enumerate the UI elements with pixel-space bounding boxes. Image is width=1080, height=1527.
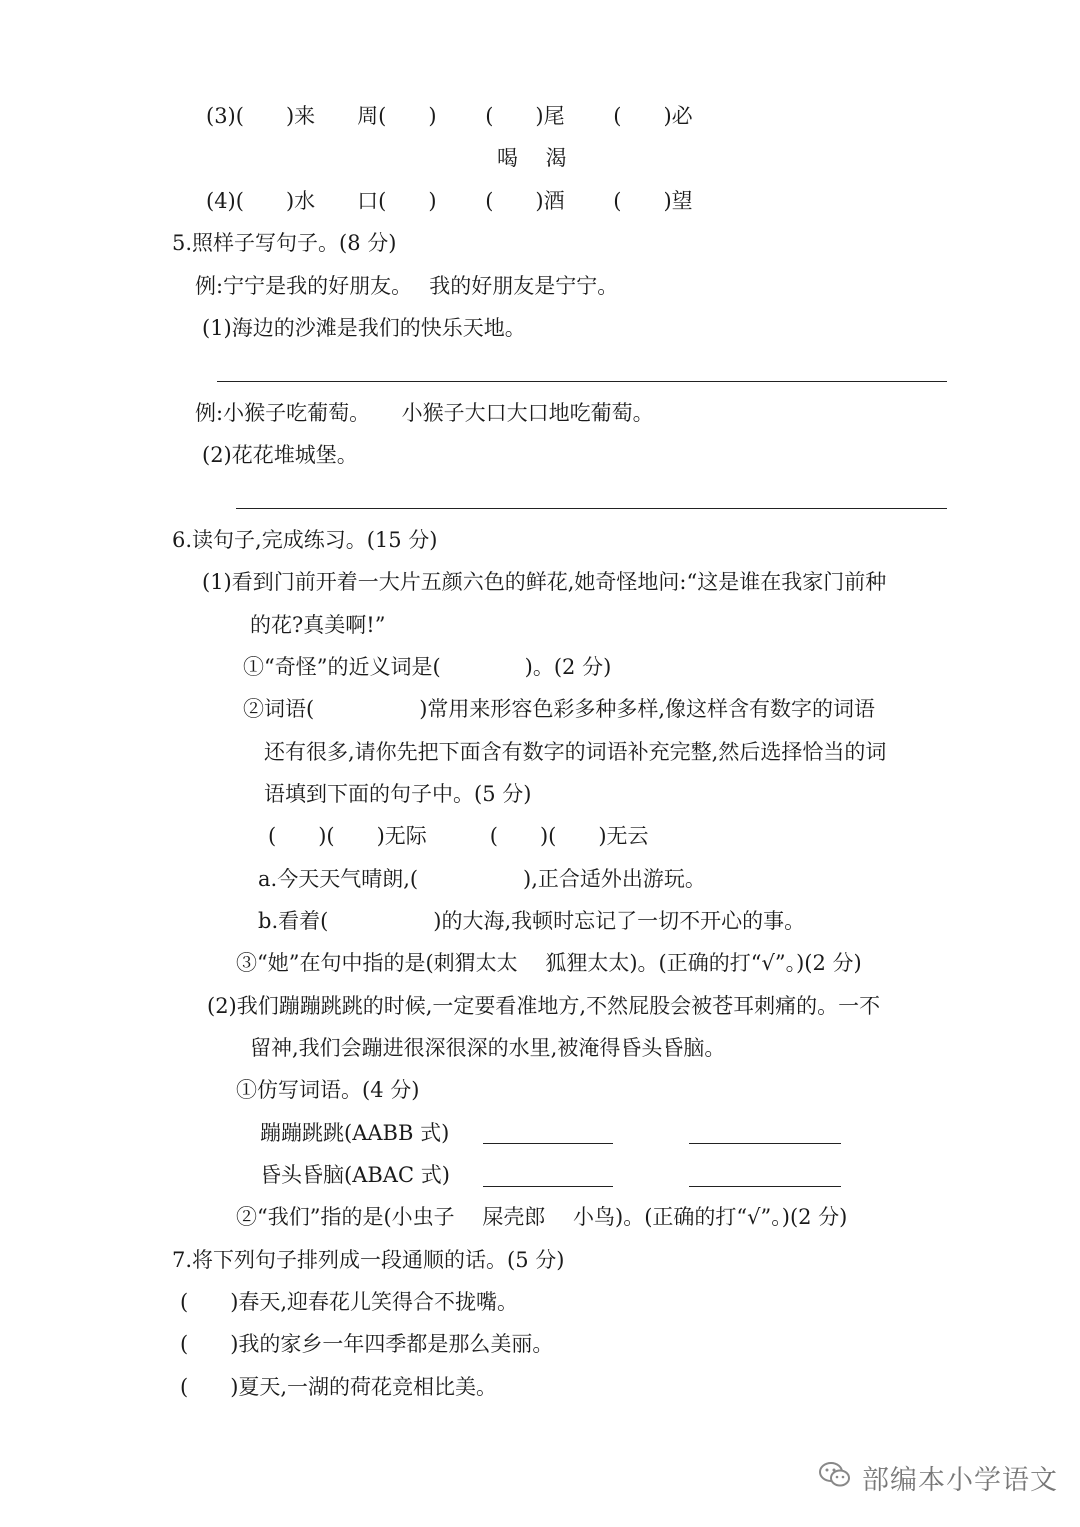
item-4-line: (4)( )水 口( ) ( )酒 ( )望 — [206, 189, 693, 213]
wechat-icon — [818, 1460, 852, 1495]
question-2-line-2: 还有很多,请你先把下面含有数字的词语补充完整,然后选择恰当的词 — [264, 740, 887, 764]
passage-1-line-1: (1)看到门前开着一大片五颜六色的鲜花,她奇怪地问:“这是谁在我家门前种 — [202, 570, 887, 594]
aabb-blank-2[interactable] — [689, 1143, 841, 1144]
section-6-title: 6.读句子,完成练习。(15 分) — [172, 528, 438, 552]
question-2-line-1: ②词语( )常用来形容色彩多种多样,像这样含有数字的词语 — [243, 697, 876, 721]
section-5-title: 5.照样子写句子。(8 分) — [172, 231, 397, 255]
question-3: ③“她”在句中指的是(刺猬太太 狐狸太太)。(正确的打“√”。)(2 分) — [236, 951, 862, 975]
imitate-aabb: 蹦蹦跳跳(AABB 式) — [260, 1121, 450, 1145]
example-2: 例:小猴子吃葡萄。 小猴子大口大口地吃葡萄。 — [195, 401, 654, 425]
question-2-line-3: 语填到下面的句子中。(5 分) — [264, 782, 532, 806]
passage-2-line-2: 留神,我们会蹦进很深很深的水里,被淹得昏头昏脑。 — [250, 1036, 726, 1060]
aabb-blank-1[interactable] — [483, 1143, 613, 1144]
answer-line-1[interactable] — [217, 381, 947, 382]
sentence-a: a.今天天气晴朗,( ),正合适外出游玩。 — [258, 867, 706, 891]
order-item-2: ( )我的家乡一年四季都是那么美丽。 — [180, 1332, 554, 1356]
watermark — [818, 1458, 1058, 1497]
abac-blank-2[interactable] — [689, 1186, 841, 1187]
passage-1-line-2: 的花?真美啊!” — [250, 613, 386, 637]
imitate-title: ①仿写词语。(4 分) — [236, 1078, 420, 1102]
sentence-2: (2)花花堆城堡。 — [202, 443, 358, 467]
question-1: ①“奇怪”的近义词是( )。(2 分) — [243, 655, 612, 679]
sentence-b: b.看着( )的大海,我顿时忘记了一切不开心的事。 — [258, 909, 806, 933]
abac-blank-1[interactable] — [483, 1186, 613, 1187]
word-pair-header: 喝 渴 — [497, 146, 567, 170]
imitate-abac: 昏头昏脑(ABAC 式) — [260, 1163, 450, 1187]
watermark-text: 部编本小学语文 — [862, 1465, 1058, 1496]
item-3-line: (3)( )来 周( ) ( )尾 ( )必 — [206, 104, 693, 128]
question-4: ②“我们”指的是(小虫子 屎壳郎 小鸟)。(正确的打“√”。)(2 分) — [236, 1205, 848, 1229]
order-item-1: ( )春天,迎春花儿笑得合不拢嘴。 — [180, 1290, 519, 1314]
answer-line-2[interactable] — [236, 508, 947, 509]
sentence-1: (1)海边的沙滩是我们的快乐天地。 — [202, 316, 526, 340]
fill-in-words: ( )( )无际 ( )( )无云 — [268, 824, 649, 848]
example-1: 例:宁宁是我的好朋友。 我的好朋友是宁宁。 — [195, 274, 619, 298]
section-7-title: 7.将下列句子排列成一段通顺的话。(5 分) — [172, 1248, 565, 1272]
passage-2-line-1: (2)我们蹦蹦跳跳的时候,一定要看准地方,不然屁股会被苍耳刺痛的。一不 — [207, 994, 881, 1018]
order-item-3: ( )夏天,一湖的荷花竞相比美。 — [180, 1375, 498, 1399]
